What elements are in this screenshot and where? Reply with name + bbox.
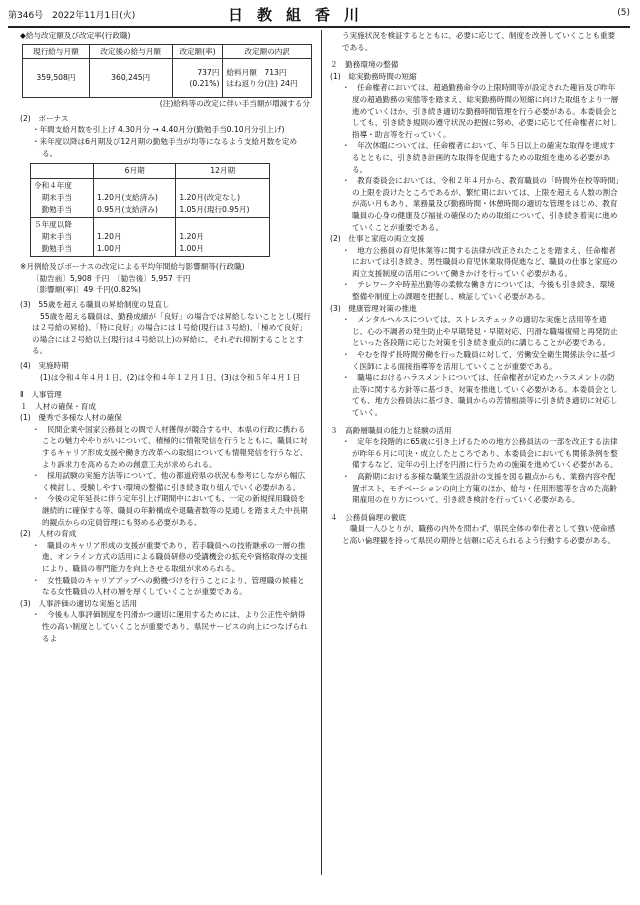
t2-cell: 1.20月(改定なし) 1.05月(現行0.95月) [176, 179, 270, 218]
bullet-item: ・ 高齢期における多様な職業生活設計の支援を図る観点からも、業務内容や配置ポスト、モチベーションの向上方策のほか、給与・任用形態等を含めた高齢期雇用の在り方について、引き続き検討を行っていく必要がある。 [342, 471, 617, 505]
section-3-heading: (3) 55歳を超える職員の昇給制度の見直し [20, 299, 170, 309]
newspaper-title: 日教組香川 [228, 6, 374, 24]
t1-header: 改定額の内訳 [223, 44, 312, 59]
bonus-item-1: ・年間支給月数を引上げ 4.30月分 → 4.40月分(勤勉手当0.10月分引上げ) [32, 125, 285, 135]
bullet-item: ・ メンタルヘルスについては、ストレスチェックの適切な実施と活用等を通じ、心の不調者の発生防止や早期発見・早期対応、円滑な職場復帰と再発防止といった各段階に応じた対策を引き続き重点的に講じることが必要である。 [342, 315, 618, 348]
t1-detail-1: 給料月額 713円 [226, 67, 287, 77]
bullet-item: ・ 任命権者においては、超過勤務命令の上限時間等が設定された趣旨及び昨年度の超過勤務の実態等を踏まえ、総実勤務時間の短縮に向けた取組をより一層進めていくほか、引き続き適切な勤務時間管理を行う必要がある。本委員会としても、引き続き規則の遵守状況の把握に努め、必要に応じて任命権者に対し指導・助言等を行っていく。 [342, 83, 619, 139]
bullet-item: ・ 女性職員のキャリアアップへの動機づけを行うことにより、管理職の候補となる女性職員の人材の層を厚くしていくことが重要である。 [32, 575, 305, 597]
t1-amount: 737円 [197, 67, 220, 77]
bonus-table [30, 163, 270, 257]
t1-header: 現行給与月額 [23, 44, 90, 59]
issue-date: 第346号 2022年11月1日(火) [8, 11, 136, 21]
bullet-item: ・ 教育委員会においては、令和２年４月から、教育職員の「時間外在校等時間」の上限を設けたところであるが、繁忙期においては、上限を超える人数の割合が高い月もあり、業務量及び勤務時間・休憩時間の適切な管理をはじめ、教育職員の心身の健康及び福祉の確保のための取組について、引き続き着実に進めていくことが重要である。 [342, 176, 620, 232]
impact-rate: 〔影響額(率)〕49 千円(0.82%) [32, 285, 141, 295]
section-4-body: (1)は令和４年４月１日、(2)は令和４年１２月１日、(3)は令和５年４月１日 [40, 372, 301, 382]
t1-rate: (0.21%) [189, 79, 220, 89]
bonus-item-2: ・来年度以降は6月期及び12月期の勤勉手当が均等になるよう支給月数を定める。 [32, 136, 298, 158]
t2-corner [31, 164, 94, 179]
subsection-heading: (1) 総実勤務時間の短縮 [330, 71, 417, 81]
t2-cell: 1.20月 1.00月 [176, 218, 270, 257]
t2-header-dec: 12月期 [176, 164, 270, 179]
t1-header: 改定後の給与月額 [89, 44, 172, 59]
page-header [8, 4, 630, 28]
t2-cell: 1.20月 1.00月 [94, 218, 176, 257]
impact-values: 〔勧告前〕5,908 千円 〔勧告後〕5,957 千円 [32, 273, 191, 283]
bullet-item: ・ 職員のキャリア形成の支援が重要であり、若手職員への技術継承の一層の推進、オンライン方式の活用による職員研修の受講機会の拡充や資格取得の支援により、職員の専門能力を向上させる取組が求められる。 [32, 540, 308, 573]
bonus-heading: (2) ボーナス [20, 113, 69, 123]
page-number: (5) [617, 8, 630, 18]
continued-text: う実施状況を検証するとともに、必要に応じて、制度を改善していくことも重要である。 [342, 31, 616, 52]
bullet-item: ・ 民間企業や国家公務員との間で人材獲得が競合する中、本県の行政に携わることの魅力ややりがいについて、積極的に情報発信を行うとともに、職員に対するキャリア形成支援や働き方改革への取組についても情報発信を行うなど、より訴求力を高めるための創意工夫が求められる。 [32, 424, 308, 469]
salary-revision-table [22, 44, 312, 99]
t1-detail [223, 59, 312, 98]
t2-header-june: 6月期 [94, 164, 176, 179]
bullet-item: ・ 定年を段階的に65歳に引き上げるための地方公務員法の一部を改正する法律が昨年６月に可決・成立したところであり、本委員会においても関係条例を整備するなど、定年の引上げを円滑に行うための施策を進めていく必要がある。 [342, 437, 618, 470]
bullet-item: ・ 今後の定年延長に伴う定年引上げ期間中においても、一定の新規採用職員を継続的に確保する等、職員の年齢構成や退職者数等の見通しを踏まえた中長期的観点からの定員管理にも努める必要がある。 [32, 494, 308, 527]
t2-row-label: ５年度以降 期末手当 勤勉手当 [31, 218, 94, 257]
t1-header: 改定額(率) [172, 44, 223, 59]
table1-title: ◆給与改定額及び改定率(行政職) [20, 31, 131, 40]
section-3-body: 55歳を超える職員は、勤務成績が「良好」の場合では昇給しないこととし(現行は２号給の昇給)、「特に良好」の場合には１号給(現行は３号給)、「極めて良好」の場合には２号給以上(現行は４号給以上)の昇給に、それぞれ抑制することとする。 [32, 311, 311, 356]
t2-cell: 1.20月(支給済み) 0.95月(支給済み) [94, 179, 176, 218]
t2-row-label: 令和４年度 期末手当 勤勉手当 [31, 179, 94, 218]
subsection-heading: (3) 人事評価の適切な実施と活用 [20, 598, 138, 608]
section-2-4-heading: ４ 公務員倫理の徹底 [330, 512, 406, 522]
bullet-item: ・ テレワークや時差出勤等の柔軟な働き方については、今後も引き続き、環境整備や制度上の課題を把握し、検証していく必要がある。 [342, 280, 615, 302]
section-2-3-heading: ３ 高齢層職員の能力と経験の活用 [330, 425, 452, 435]
section-2-1-heading: １ 人材の確保・育成 [20, 401, 96, 411]
right-column [330, 30, 620, 547]
bullet-item: ・ 地方公務員の育児休業等に関する法律が改正されたことを踏まえ、任命権者においては引き続き、男性職員の育児休業取得促進など、職員の仕事と家庭の両立支援制度の活用について働きかけを行っていく必要がある。 [342, 245, 618, 278]
t1-detail-2: はね返り分(注) 24円 [226, 79, 298, 89]
left-column [20, 30, 312, 644]
t1-current: 359,508円 [23, 59, 90, 98]
table1-note: (注)給料等の改定に伴い手当額が増減する分 [159, 99, 310, 109]
chapter-2-heading: Ⅱ 人事管理 [20, 390, 62, 400]
subsection-heading: (2) 人材の育成 [20, 529, 77, 539]
section-2-2-heading: ２ 勤務環境の整備 [330, 60, 399, 70]
bullet-item: ・ 年次休暇については、任命権者において、年５日以上の確実な取得を達成するとともに、引き続き計画的な取得を促進するための取組を進める必要がある。 [342, 141, 616, 174]
column-divider [321, 30, 322, 875]
bullet-item: ・ やむを得ず長時間労働を行った職員に対して、労働安全衛生関係法令に基づく医師による面接指導等を活用していくことが重要である。 [342, 350, 616, 371]
bullet-item: ・ 職場におけるハラスメントについては、任命権者が定めたハラスメントの防止等に関する方針等に基づき、対策を推進していく必要がある。本委員会としても、地方公務員法に基づき、職員からの苦情相談等に引き続き適切に対応していく。 [342, 373, 618, 417]
bullet-item: ・ 採用試験の実施方法等について、他の都道府県の状況も参考にしながら幅広く検討し、受験しやすい環境の整備に引き続き取り組んでいく必要がある。 [32, 471, 306, 492]
t1-revised: 360,245円 [89, 59, 172, 98]
impact-note: ※月例給及びボーナスの改定による平均年間給与影響額等(行政職) [20, 262, 245, 272]
t1-amount-rate [172, 59, 223, 98]
subsection-heading: (3) 健康管理対策の推進 [330, 303, 417, 313]
bullet-item: ・ 今後も人事評価制度を円滑かつ適切に運用するためには、より公正性や納得性の高い制度としていくことが重要であり、県民サービスの向上につなげられるよ [32, 610, 308, 643]
section-2-4-body: 職員一人ひとりが、職務の内外を問わず、県民全体の奉仕者として強い使命感と高い倫理観を持って県民の期待と信頼に応えられるよう行動する必要がある。 [342, 524, 616, 545]
subsection-heading: (1) 優秀で多様な人材の確保 [20, 413, 122, 423]
subsection-heading: (2) 仕事と家庭の両立支援 [330, 234, 425, 244]
section-4-heading: (4) 実施時期 [20, 360, 69, 370]
